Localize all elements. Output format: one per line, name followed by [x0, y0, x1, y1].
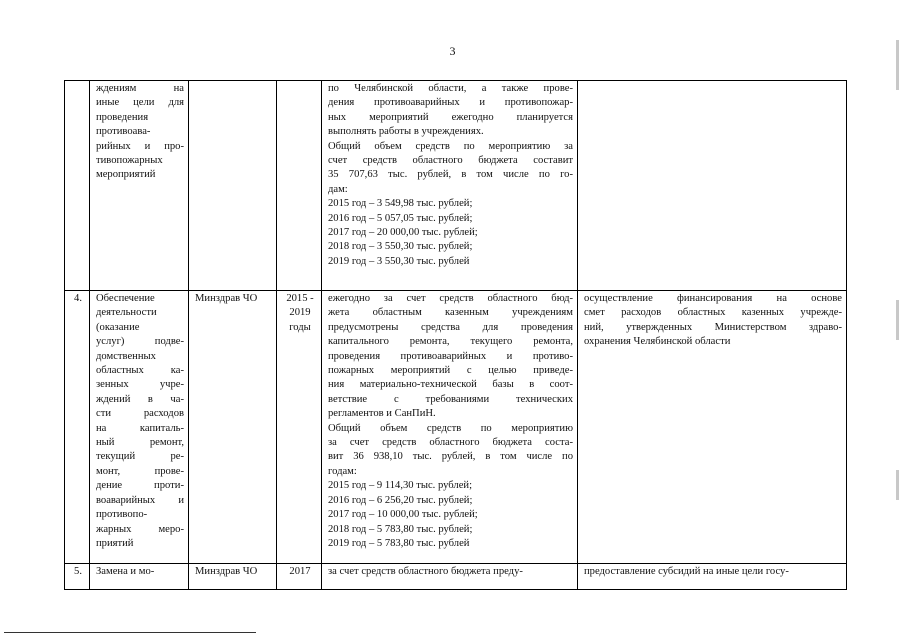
text-line: домственных: [96, 350, 156, 362]
text-line: жета областным казенным учреждениям: [328, 307, 573, 319]
text-line: 2015 год – 3 549,98 тыс. рублей;: [328, 198, 473, 210]
text-line: Замена и мо-: [96, 566, 155, 577]
text-line: жарных меро-: [96, 523, 184, 535]
period-cell: [277, 291, 322, 564]
text-line: дения противоаварийных и противопожар-: [328, 97, 573, 109]
text-line: противопо-: [96, 509, 148, 521]
text-line: (оказание: [96, 321, 140, 333]
text-line: выполнять работы в учреждениях.: [328, 126, 484, 138]
activities-table: [64, 80, 847, 590]
text-line: ежегодно за счет средств областного бюд-: [328, 293, 573, 304]
description-cell: [322, 291, 578, 564]
description-cell: [322, 81, 578, 291]
expected-result-cell: [578, 81, 847, 291]
text-line: 2015 -: [286, 293, 314, 304]
text-line: ждений в ча-: [96, 393, 184, 405]
table-row: [65, 564, 847, 590]
scan-edge-mark: [896, 40, 899, 90]
text-line: предусмотрены средства для проведения: [328, 321, 573, 333]
text-line: капитального ремонта, текущего ремонта,: [328, 336, 573, 348]
row-number-cell: [65, 564, 90, 590]
text-line: приятий: [96, 537, 134, 549]
text-line: 2016 год – 6 256,20 тыс. рублей;: [328, 494, 473, 506]
text-line: услуг) подве-: [96, 336, 184, 348]
text-line: годам:: [328, 465, 357, 477]
text-line: Общий объем средств по мероприятию: [328, 422, 573, 434]
text-line: предоставление субсидий на иные цели госу-: [584, 566, 789, 577]
text-line: Минздрав ЧО: [195, 293, 258, 304]
text-line: сти расходов: [96, 408, 184, 420]
text-line: текущий ре-: [96, 451, 184, 463]
text-line: за счет средств областного бюджета преду-: [328, 566, 523, 577]
text-line: противоава-: [96, 126, 151, 138]
text-line: проведения противоаварийных и противо-: [328, 350, 573, 362]
text-line: на капиталь-: [96, 422, 184, 434]
text-line: охранения Челябинской области: [584, 336, 731, 348]
text-line: 2019: [289, 307, 311, 319]
footer-rule: [4, 632, 256, 633]
text-line: ветствие с требованиями технических: [328, 393, 573, 405]
text-line: ния материально-технической базы в соот-: [328, 379, 573, 391]
text-line: 2015 год – 9 114,30 тыс. рублей;: [328, 480, 473, 492]
activity-name-cell: [90, 81, 189, 291]
text-line: тивопожарных: [96, 155, 163, 167]
text-line: ждениям на: [96, 83, 184, 94]
text-line: зенных учре-: [96, 379, 184, 391]
text-line: 2018 год – 5 783,80 тыс. рублей;: [328, 523, 473, 535]
text-line: вит 36 938,10 тыс. рублей, в том числе по: [328, 451, 573, 463]
text-line: деятельности: [96, 307, 157, 319]
text-line: мероприятий: [96, 169, 156, 181]
expected-result-cell: [578, 291, 847, 564]
text-line: Минздрав ЧО: [195, 566, 258, 577]
text-line: осуществление финансирования на основе: [584, 293, 842, 304]
period-cell: [277, 564, 322, 590]
text-line: 2019 год – 5 783,80 тыс. рублей: [328, 537, 470, 549]
scan-edge-mark: [896, 300, 899, 340]
row-number: 4.: [74, 293, 82, 304]
expected-result-cell: [578, 564, 847, 590]
text-line: иные цели для: [96, 97, 184, 109]
description-cell: [322, 564, 578, 590]
executor-cell: [189, 81, 277, 291]
text-line: Общий объем средств по мероприятию за: [328, 140, 573, 152]
table-row: [65, 81, 847, 291]
text-line: 2017 год – 20 000,00 тыс. рублей;: [328, 227, 478, 239]
text-line: ний, утвержденных Министерством здраво-: [584, 321, 842, 333]
text-line: дам:: [328, 183, 348, 195]
text-line: ный ремонт,: [96, 437, 184, 449]
text-line: пожарных мероприятий с целью приведе-: [328, 365, 573, 377]
executor-cell: [189, 564, 277, 590]
text-line: областных ка-: [96, 365, 184, 377]
text-line: счет средств областного бюджета составит: [328, 155, 573, 167]
text-line: 2017 год – 10 000,00 тыс. рублей;: [328, 509, 478, 521]
text-line: Обеспечение: [96, 293, 155, 304]
row-number: 5.: [74, 566, 82, 577]
text-line: смет расходов областных казенных учрежде-: [584, 307, 842, 319]
executor-cell: [189, 291, 277, 564]
text-line: 2016 год – 5 057,05 тыс. рублей;: [328, 212, 473, 224]
text-line: 2017: [289, 566, 311, 577]
text-line: по Челябинской области, а также прове-: [328, 83, 573, 94]
text-line: годы: [289, 321, 311, 333]
text-line: монт, прове-: [96, 465, 184, 477]
text-line: дение проти-: [96, 480, 184, 492]
text-line: за счет средств областного бюджета соста-: [328, 437, 573, 449]
text-line: регламентов и СанПиН.: [328, 408, 436, 420]
activity-name-cell: [90, 564, 189, 590]
row-number-cell: [65, 81, 90, 291]
page-number: 3: [449, 44, 456, 58]
activity-name-cell: [90, 291, 189, 564]
table-row: [65, 291, 847, 564]
text-line: 2019 год – 3 550,30 тыс. рублей: [328, 255, 470, 267]
text-line: ных мероприятий ежегодно планируется: [328, 111, 573, 123]
text-line: 2018 год – 3 550,30 тыс. рублей;: [328, 241, 473, 253]
period-cell: [277, 81, 322, 291]
text-line: проведения: [96, 111, 149, 123]
scan-edge-mark: [896, 470, 899, 500]
text-line: воаварийных и: [96, 494, 184, 506]
text-line: рийных и про-: [96, 140, 184, 152]
text-line: 35 707,63 тыс. рублей, в том числе по го-: [328, 169, 573, 181]
row-number-cell: [65, 291, 90, 564]
